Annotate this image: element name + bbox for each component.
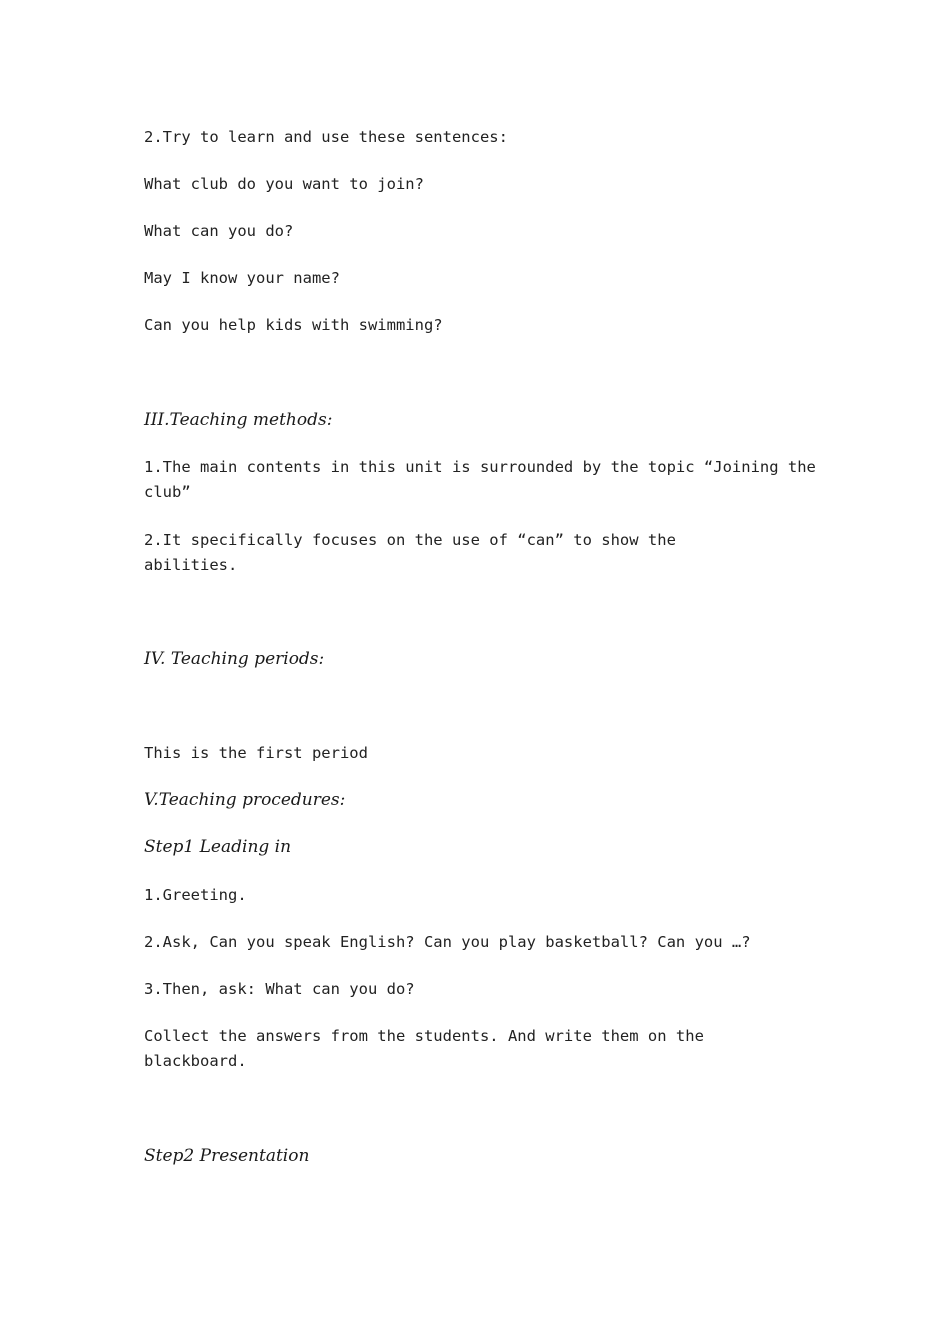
- objective-item-2: 2.Try to learn and use these sentences:: [144, 128, 508, 146]
- step1-item: 1.Greeting.: [144, 886, 247, 904]
- teaching-procedures-heading: V.Teaching procedures:: [144, 790, 346, 810]
- step2-heading: Step2 Presentation: [144, 1146, 310, 1166]
- sentence-item: May I know your name?: [144, 269, 340, 287]
- step1-item: Collect the answers from the students. And write them on the blackboard.: [144, 1027, 714, 1070]
- teaching-method-item: 1.The main contents in this unit is surrounded by the topic “Joining the club”: [144, 458, 826, 501]
- sentence-item: What can you do?: [144, 222, 294, 240]
- teaching-method-item: 2.It specifically focuses on the use of “can” to show the abilities.: [144, 531, 686, 574]
- step1-item: 2.Ask, Can you speak English? Can you play basketball? Can you …?: [144, 933, 751, 951]
- teaching-periods-heading: IV. Teaching periods:: [144, 649, 325, 669]
- teaching-periods-text: This is the first period: [144, 744, 368, 762]
- sentence-item: Can you help kids with swimming?: [144, 316, 443, 334]
- step1-heading: Step1 Leading in: [144, 837, 292, 857]
- teaching-methods-heading: III.Teaching methods:: [144, 410, 333, 430]
- step1-item: 3.Then, ask: What can you do?: [144, 980, 415, 998]
- sentence-item: What club do you want to join?: [144, 175, 424, 193]
